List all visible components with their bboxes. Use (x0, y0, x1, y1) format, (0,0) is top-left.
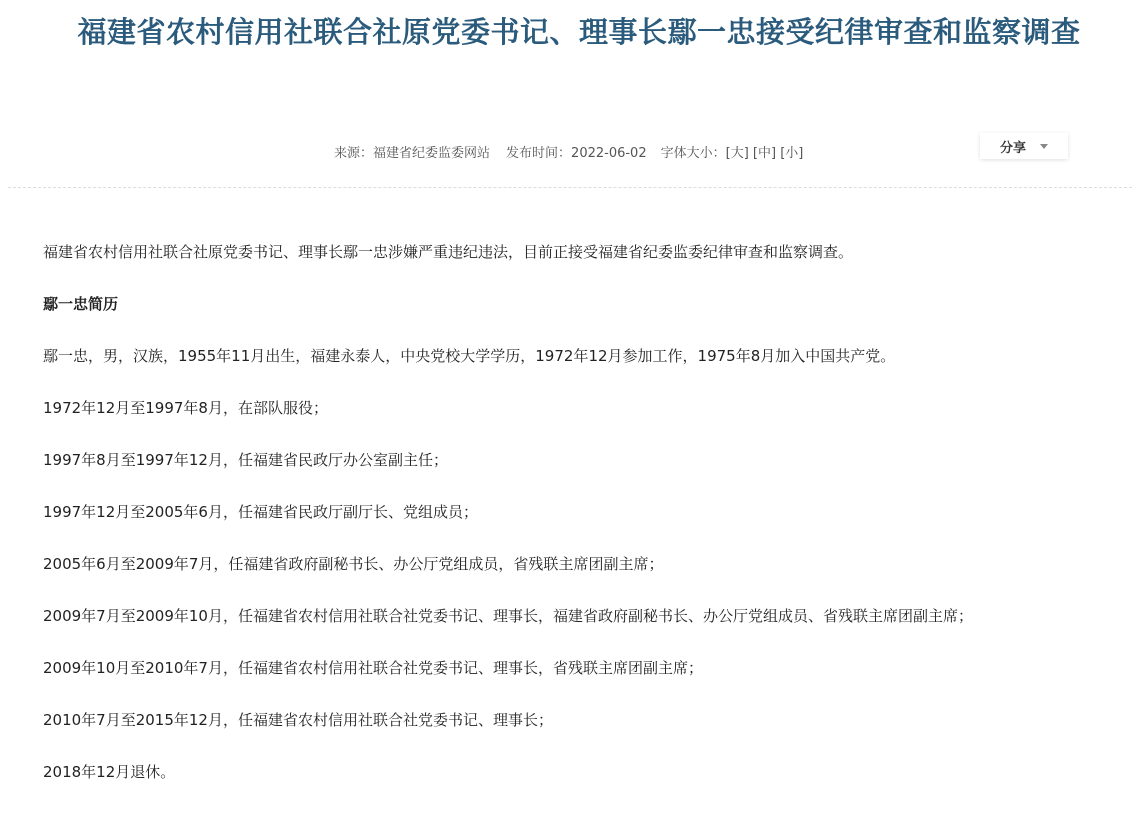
source-value: 福建省纪委监委网站 (373, 146, 491, 161)
date-value: 2022-06-02 (571, 146, 647, 161)
career-item: 2009年10月至2010年7月，任福建省农村信用社联合社党委书记、理事长，省残联主席团副主席； (43, 659, 703, 677)
chevron-down-icon (1040, 144, 1048, 149)
source-label: 来源： (334, 146, 374, 161)
font-size-small-button[interactable]: [小] (780, 146, 804, 161)
career-item: 1997年12月至2005年6月，任福建省民政厅副厅长、党组成员； (43, 503, 478, 521)
meta-divider (8, 187, 1132, 188)
date-label: 发布时间： (506, 146, 572, 161)
article-meta (334, 142, 803, 161)
career-item: 2005年6月至2009年7月，任福建省政府副秘书长、办公厅党组成员，省残联主席团副主席； (43, 555, 664, 573)
career-item: 1997年8月至1997年12月，任福建省民政厅办公室副主任； (43, 451, 448, 469)
career-item: 1972年12月至1997年8月，在部队服役； (43, 399, 328, 417)
font-size-large-button[interactable]: [大] (725, 146, 749, 161)
intro-paragraph: 福建省农村信用社联合社原党委书记、理事长鄢一忠涉嫌严重违纪违法，目前正接受福建省纪委监委纪律审查和监察调查。 (43, 243, 854, 261)
article-title: 福建省农村信用社联合社原党委书记、理事长鄢一忠接受纪律审查和监察调查 (77, 15, 1081, 49)
bio-heading: 鄢一忠简历 (43, 295, 119, 313)
article-body (43, 242, 1123, 814)
font-size-medium-button[interactable]: [中] (752, 146, 777, 161)
share-label: 分享 (999, 140, 1026, 156)
career-item: 2018年12月退休。 (43, 763, 176, 781)
share-button[interactable] (980, 133, 1068, 159)
career-item: 2009年7月至2009年10月，任福建省农村信用社联合社党委书记、理事长，福建省政府副秘书长、办公厅党组成员、省残联主席团副主席； (43, 607, 973, 625)
bio-summary: 鄢一忠，男，汉族，1955年11月出生，福建永泰人，中央党校大学学历，1972年12月参加工作，1975年8月加入中国共产党。 (43, 347, 896, 365)
career-item: 2010年7月至2015年12月，任福建省农村信用社联合社党委书记、理事长； (43, 711, 553, 729)
font-size-label: 字体大小： (660, 146, 726, 161)
